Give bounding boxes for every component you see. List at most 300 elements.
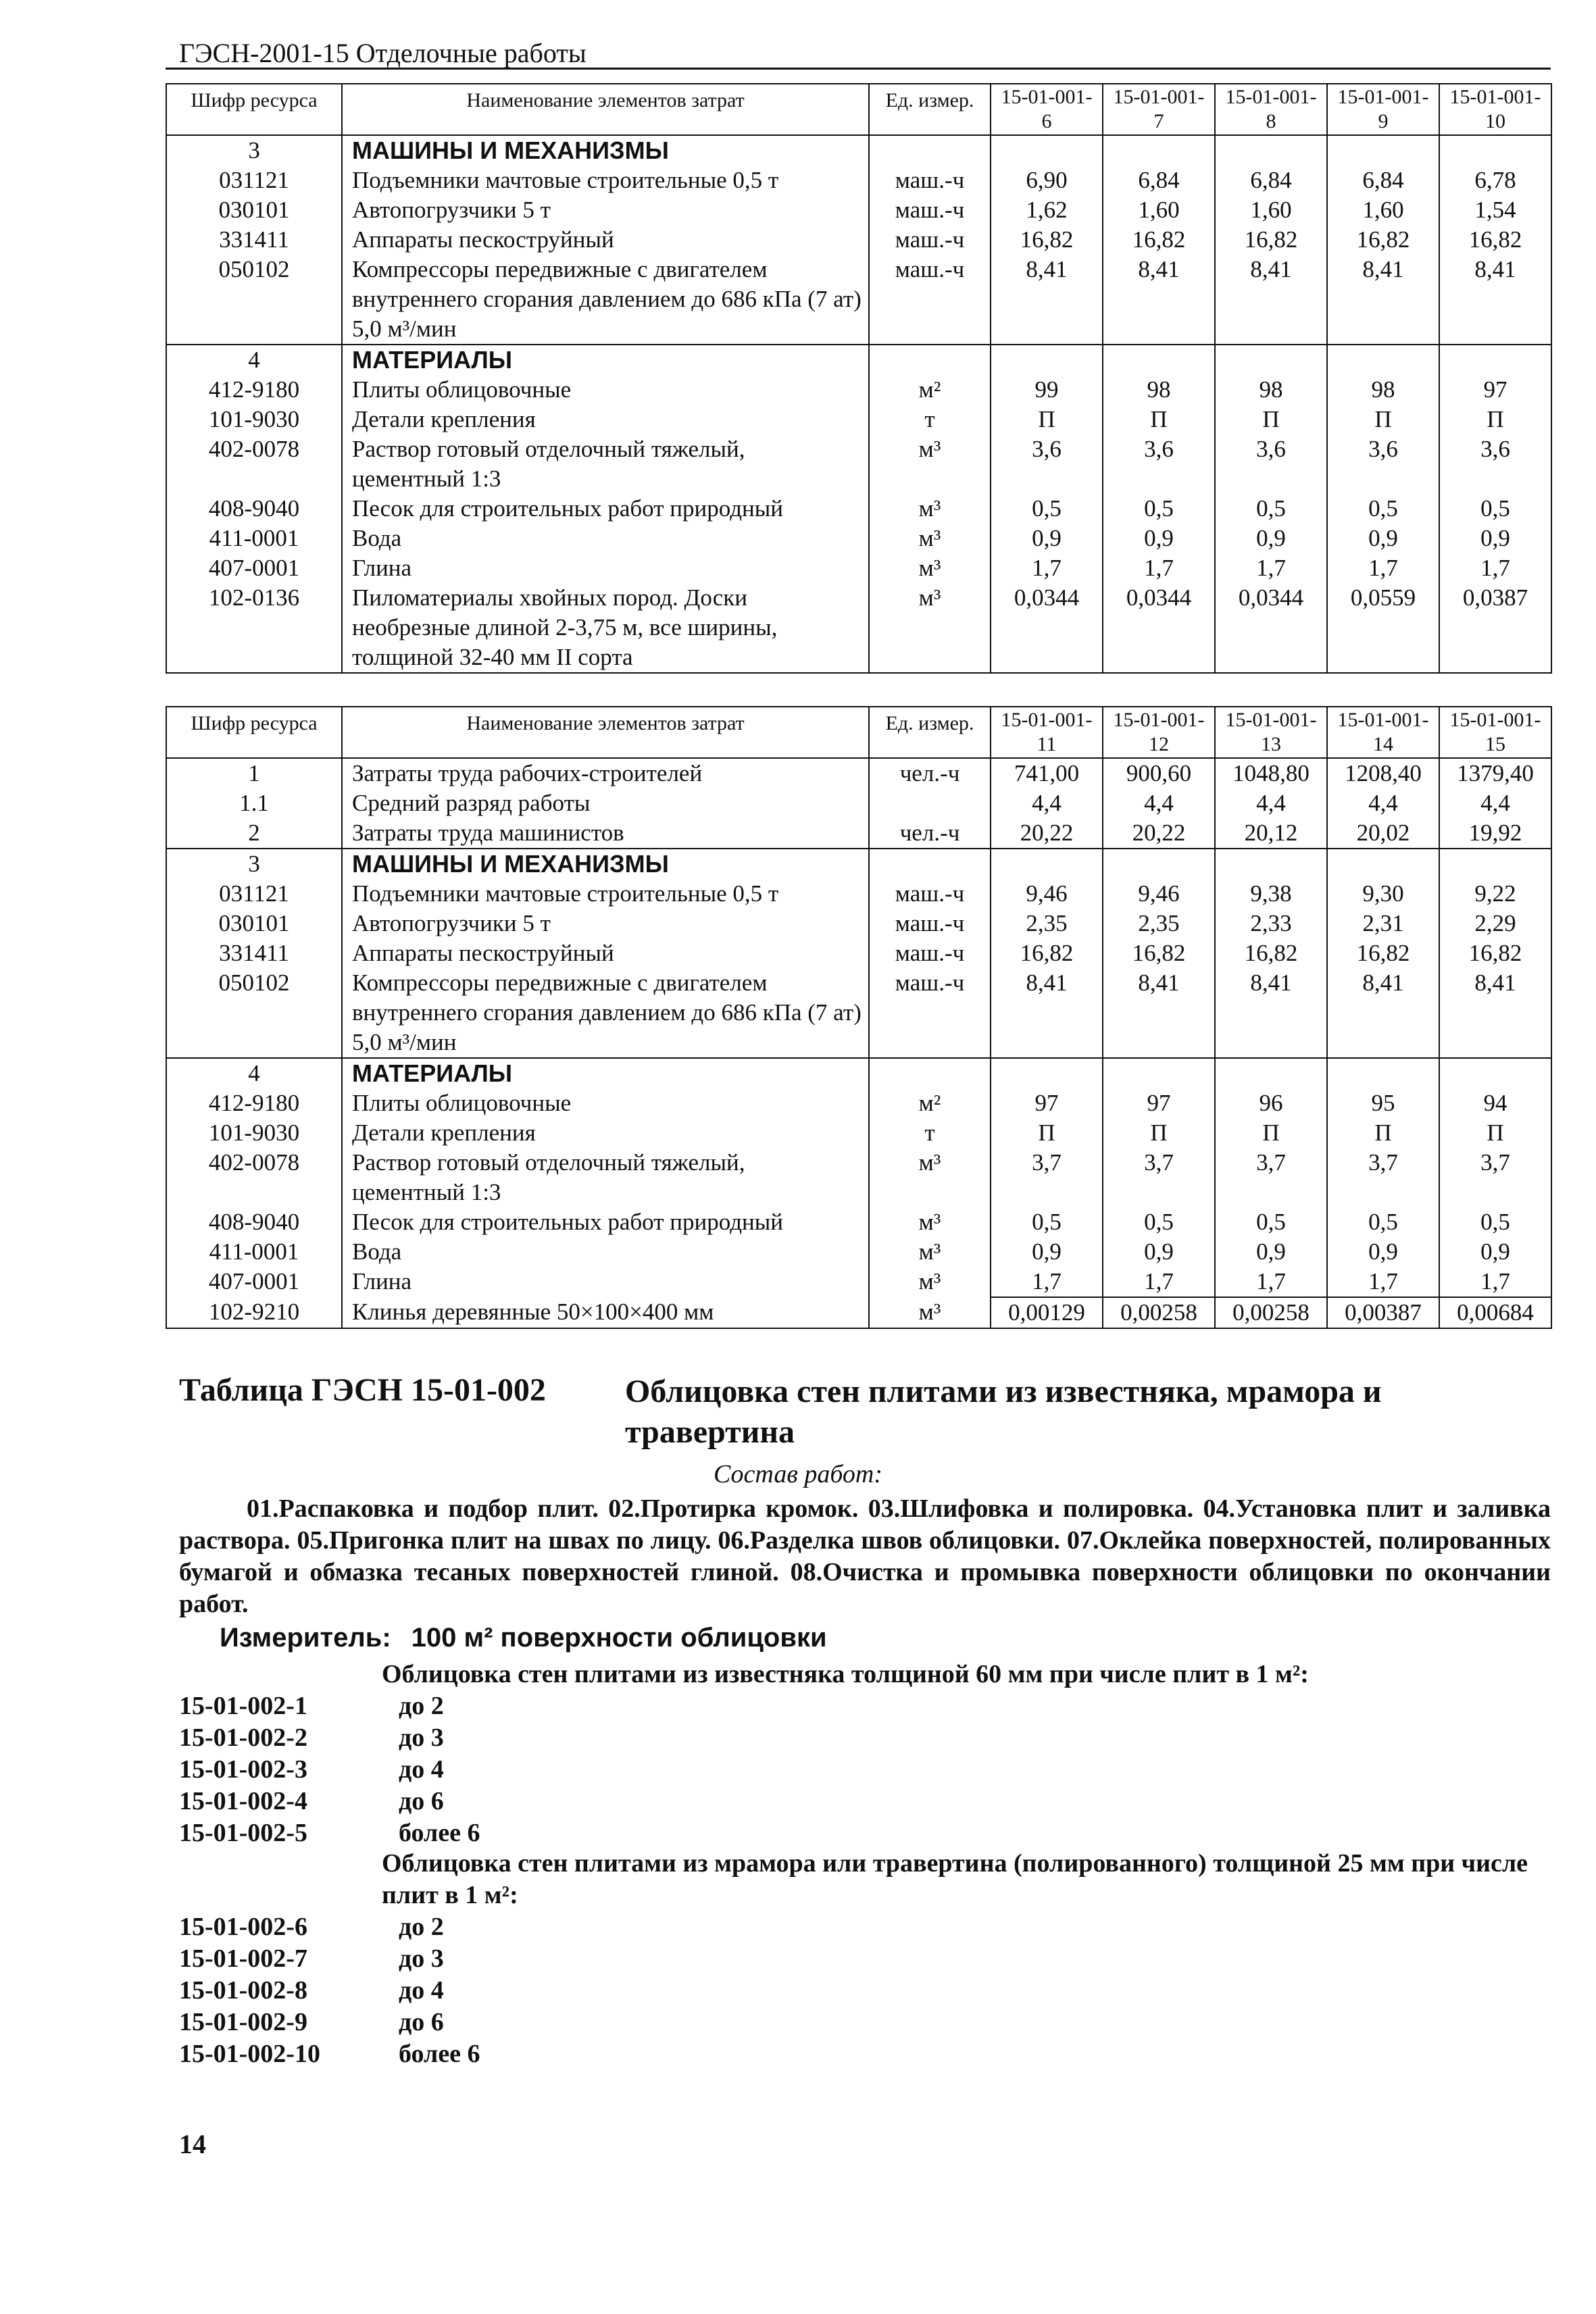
resource-value: 2,35 (1103, 909, 1215, 938)
measurer (220, 1623, 827, 1653)
resource-value: 98 (1327, 375, 1439, 405)
resource-value: 8,41 (991, 255, 1103, 345)
resource-value: 0,00129 (991, 1297, 1103, 1328)
header-rate-code: 15-01-001-10 (1439, 84, 1551, 135)
resource-unit: маш.-ч (869, 968, 991, 1058)
rate-code: 15-01-002-6 (179, 1913, 307, 1941)
resource-code: 101-9030 (166, 405, 342, 434)
resource-value: 6,84 (1327, 166, 1439, 195)
section-row (166, 135, 1551, 166)
resource-unit: м³ (869, 1148, 991, 1207)
resource-name: Раствор готовый отделочный тяжелый, цементный 1:3 (342, 1148, 869, 1207)
resource-name: Песок для строительных работ природный (342, 1207, 869, 1237)
resource-unit: маш.-ч (869, 195, 991, 225)
resource-value: 96 (1215, 1088, 1327, 1118)
norms-table-1 (166, 83, 1552, 674)
resource-value: 1379,40 (1439, 758, 1551, 788)
resource-value: 16,82 (1327, 938, 1439, 968)
resource-value: 16,82 (1215, 225, 1327, 255)
empty-cell (1439, 135, 1551, 166)
resource-value: 16,82 (1327, 225, 1439, 255)
resource-code: 412-9180 (166, 375, 342, 405)
resource-value: 0,9 (1215, 1237, 1327, 1267)
resource-unit: маш.-ч (869, 166, 991, 195)
rate-label: до 3 (399, 1724, 444, 1752)
resource-value: 3,7 (1327, 1148, 1439, 1207)
resource-unit: м³ (869, 1267, 991, 1297)
table-row (166, 758, 1551, 788)
resource-code: 408-9040 (166, 1207, 342, 1237)
measurer-value: 100 м² поверхности облицовки (411, 1623, 827, 1653)
empty-cell (1103, 1058, 1215, 1088)
resource-unit: м³ (869, 524, 991, 553)
table-row (166, 195, 1551, 225)
resource-value: 3,7 (1103, 1148, 1215, 1207)
rate-row (179, 1690, 444, 1722)
resource-name: Аппараты пескоструйный (342, 938, 869, 968)
resource-value: 0,00258 (1215, 1297, 1327, 1328)
resource-unit: м³ (869, 553, 991, 583)
resource-value: 1,54 (1439, 195, 1551, 225)
empty-cell (869, 1058, 991, 1088)
table-row (166, 818, 1551, 849)
empty-cell (1327, 1058, 1439, 1088)
header-unit: Ед. измер. (869, 84, 991, 135)
resource-value: 0,0344 (1215, 583, 1327, 673)
resource-value: 3,6 (991, 434, 1103, 494)
rate-code: 15-01-002-2 (179, 1724, 307, 1752)
resource-code: 402-0078 (166, 1148, 342, 1207)
rate-label: до 6 (399, 1787, 444, 1815)
resource-value: 0,9 (1327, 524, 1439, 553)
resource-value: П (1327, 405, 1439, 434)
rate-row (179, 1786, 444, 1817)
resource-name: Песок для строительных работ природный (342, 494, 869, 524)
empty-cell (1439, 345, 1551, 375)
empty-cell (1103, 849, 1215, 879)
resource-unit: маш.-ч (869, 938, 991, 968)
resource-code: 102-0136 (166, 583, 342, 673)
resource-value: П (1439, 405, 1551, 434)
resource-value: 0,00387 (1327, 1297, 1439, 1328)
resource-value: 0,0387 (1439, 583, 1551, 673)
resource-value: 3,6 (1439, 434, 1551, 494)
resource-value: П (1327, 1118, 1439, 1148)
resource-name: Подъемники мачтовые строительные 0,5 т (342, 166, 869, 195)
resource-code: 412-9180 (166, 1088, 342, 1118)
resource-value: 8,41 (1327, 255, 1439, 345)
resource-code: 050102 (166, 255, 342, 345)
empty-cell (1215, 345, 1327, 375)
rate-row (179, 1911, 444, 1943)
rate-label: более 6 (399, 2040, 480, 2068)
resource-value: 3,7 (991, 1148, 1103, 1207)
rate-code: 15-01-002-1 (179, 1692, 307, 1720)
resource-value: 1,7 (1327, 1267, 1439, 1297)
resource-code: 407-0001 (166, 1267, 342, 1297)
rate-row (179, 2038, 480, 2070)
resource-value: 97 (1439, 375, 1551, 405)
section-code: 4 (166, 1058, 342, 1088)
group-title-marble: Облицовка стен плитами из мрамора или травертина (полированного) толщиной 25 мм при числе плит в 1 м²: (382, 1849, 1528, 1909)
running-head: ГЭСН-2001-15 Отделочные работы (179, 38, 587, 68)
resource-unit: м² (869, 1088, 991, 1118)
table-row (166, 1207, 1551, 1237)
resource-value: 8,41 (1215, 968, 1327, 1058)
rate-row (179, 2007, 444, 2038)
resource-name: Автопогрузчики 5 т (342, 909, 869, 938)
table-row (166, 879, 1551, 909)
resource-name: Средний разряд работы (342, 788, 869, 818)
resource-value: 0,5 (1215, 494, 1327, 524)
resource-value: 99 (991, 375, 1103, 405)
table-row (166, 909, 1551, 938)
resource-code: 411-0001 (166, 524, 342, 553)
resource-name: Плиты облицовочные (342, 1088, 869, 1118)
resource-value: П (1215, 1118, 1327, 1148)
resource-value: 20,22 (1103, 818, 1215, 849)
resource-value: 4,4 (991, 788, 1103, 818)
table-row (166, 225, 1551, 255)
resource-value: 6,84 (1215, 166, 1327, 195)
resource-name: Затраты труда рабочих-строителей (342, 758, 869, 788)
resource-value: П (1439, 1118, 1551, 1148)
rate-code: 15-01-002-9 (179, 2008, 307, 2036)
resource-code: 411-0001 (166, 1237, 342, 1267)
empty-cell (1215, 135, 1327, 166)
resource-value: 0,0559 (1327, 583, 1439, 673)
table-row (166, 1118, 1551, 1148)
header-name: Наименование элементов затрат (342, 707, 869, 758)
resource-value: 1,7 (1327, 553, 1439, 583)
header-rate-code: 15-01-001-11 (991, 707, 1103, 758)
resource-value: П (991, 1118, 1103, 1148)
table-row (166, 166, 1551, 195)
page-number: 14 (179, 2129, 206, 2159)
resource-value: 20,02 (1327, 818, 1439, 849)
empty-cell (1439, 1058, 1551, 1088)
rate-code: 15-01-002-8 (179, 1976, 307, 2005)
resource-name: Плиты облицовочные (342, 375, 869, 405)
table-row (166, 494, 1551, 524)
resource-value: 0,5 (1103, 1207, 1215, 1237)
resource-value: 95 (1327, 1088, 1439, 1118)
section-code: 3 (166, 135, 342, 166)
resource-code: 407-0001 (166, 553, 342, 583)
resource-value: 8,41 (1215, 255, 1327, 345)
resource-name: Вода (342, 524, 869, 553)
resource-value: 2,31 (1327, 909, 1439, 938)
empty-cell (991, 849, 1103, 879)
resource-unit: м³ (869, 1237, 991, 1267)
resource-value: 8,41 (1327, 968, 1439, 1058)
resource-value: 0,9 (1103, 524, 1215, 553)
header-code: Шифр ресурса (166, 707, 342, 758)
resource-value: 2,33 (1215, 909, 1327, 938)
empty-cell (1327, 849, 1439, 879)
resource-value: 0,5 (1215, 1207, 1327, 1237)
resource-value: 8,41 (1103, 255, 1215, 345)
table-row (166, 1267, 1551, 1297)
resource-value: 0,9 (1327, 1237, 1439, 1267)
resource-value: 0,5 (1327, 494, 1439, 524)
section-title: МАШИНЫ И МЕХАНИЗМЫ (342, 135, 869, 166)
table-row (166, 375, 1551, 405)
resource-value: 8,41 (991, 968, 1103, 1058)
resource-unit (869, 788, 991, 818)
resource-value: 1048,80 (1215, 758, 1327, 788)
resource-code: 031121 (166, 166, 342, 195)
resource-unit: т (869, 1118, 991, 1148)
empty-cell (1327, 345, 1439, 375)
rate-code: 15-01-002-5 (179, 1819, 307, 1847)
table-row (166, 1297, 1551, 1328)
empty-cell (1215, 1058, 1327, 1088)
resource-value: 1,60 (1215, 195, 1327, 225)
table-row (166, 255, 1551, 345)
header-rate-code: 15-01-001-12 (1103, 707, 1215, 758)
resource-value: 1,60 (1327, 195, 1439, 225)
resource-value: 3,6 (1215, 434, 1327, 494)
resource-value: 1,7 (1439, 553, 1551, 583)
resource-unit: маш.-ч (869, 255, 991, 345)
header-rule (166, 68, 1551, 70)
resource-name: Детали крепления (342, 1118, 869, 1148)
resource-value: 0,9 (991, 524, 1103, 553)
resource-value: 9,38 (1215, 879, 1327, 909)
header-code: Шифр ресурса (166, 84, 342, 135)
resource-value: П (1103, 1118, 1215, 1148)
resource-unit: м³ (869, 1207, 991, 1237)
resource-code: 030101 (166, 195, 342, 225)
resource-code: 102-9210 (166, 1297, 342, 1328)
header-rate-code: 15-01-001-13 (1215, 707, 1327, 758)
empty-cell (991, 135, 1103, 166)
resource-value: 98 (1103, 375, 1215, 405)
table-header-row (166, 707, 1551, 758)
resource-value: 0,9 (1103, 1237, 1215, 1267)
resource-value: 0,5 (991, 1207, 1103, 1237)
section-row (166, 345, 1551, 375)
empty-cell (869, 345, 991, 375)
rate-row (179, 1722, 444, 1754)
resource-name: Детали крепления (342, 405, 869, 434)
rate-code: 15-01-002-10 (179, 2040, 320, 2068)
section-code: 3 (166, 849, 342, 879)
resource-value: 16,82 (1103, 225, 1215, 255)
resource-name: Подъемники мачтовые строительные 0,5 т (342, 879, 869, 909)
resource-code: 050102 (166, 968, 342, 1058)
resource-value: 9,30 (1327, 879, 1439, 909)
rate-label: до 6 (399, 2008, 444, 2036)
resource-unit: маш.-ч (869, 909, 991, 938)
resource-value: 3,7 (1215, 1148, 1327, 1207)
resource-value: 16,82 (1103, 938, 1215, 968)
resource-value: 98 (1215, 375, 1327, 405)
resource-value: 4,4 (1327, 788, 1439, 818)
header-rate-code: 15-01-001-6 (991, 84, 1103, 135)
resource-code: 2 (166, 818, 342, 849)
rate-label: до 4 (399, 1976, 444, 2005)
rate-code: 15-01-002-7 (179, 1944, 307, 1973)
section-title: МАТЕРИАЛЫ (342, 345, 869, 375)
resource-unit: чел.-ч (869, 818, 991, 849)
resource-value: П (1215, 405, 1327, 434)
table-caption: Таблица ГЭСН 15-01-002 (179, 1372, 546, 1408)
resource-value: 4,4 (1215, 788, 1327, 818)
resource-value: 9,46 (991, 879, 1103, 909)
resource-value: 0,5 (1327, 1207, 1439, 1237)
rate-row (179, 1817, 480, 1849)
table-header-row (166, 84, 1551, 135)
rate-label: до 2 (399, 1692, 444, 1720)
resource-unit: т (869, 405, 991, 434)
resource-unit: маш.-ч (869, 879, 991, 909)
resource-value: 16,82 (1439, 938, 1551, 968)
composition-heading: Состав работ: (713, 1460, 883, 1488)
resource-name: Компрессоры передвижные с двигателем внутреннего сгорания давлением до 686 кПа (7 ат) 5,0 м³/мин (342, 255, 869, 345)
table-row (166, 1148, 1551, 1207)
resource-name: Аппараты пескоструйный (342, 225, 869, 255)
measurer-label: Измеритель: (220, 1623, 391, 1653)
resource-value: 94 (1439, 1088, 1551, 1118)
resource-value: 0,5 (1439, 494, 1551, 524)
resource-value: 1,7 (991, 553, 1103, 583)
header-rate-code: 15-01-001-9 (1327, 84, 1439, 135)
resource-value: 900,60 (1103, 758, 1215, 788)
resource-code: 331411 (166, 938, 342, 968)
resource-value: 19,92 (1439, 818, 1551, 849)
rate-row (179, 1943, 444, 1975)
resource-value: 3,7 (1439, 1148, 1551, 1207)
resource-unit: м³ (869, 434, 991, 494)
table-row (166, 788, 1551, 818)
resource-value: 6,78 (1439, 166, 1551, 195)
resource-value: 8,41 (1439, 255, 1551, 345)
resource-value: 4,4 (1439, 788, 1551, 818)
resource-value: 8,41 (1103, 968, 1215, 1058)
resource-value: 0,00258 (1103, 1297, 1215, 1328)
resource-value: 0,9 (1439, 524, 1551, 553)
resource-value: 6,84 (1103, 166, 1215, 195)
resource-value: 9,46 (1103, 879, 1215, 909)
resource-name: Пиломатериалы хвойных пород. Доски необрезные длиной 2-3,75 м, все ширины, толщиной 32-40 мм II сорта (342, 583, 869, 673)
header-rate-code: 15-01-001-14 (1327, 707, 1439, 758)
group-title-limestone: Облицовка стен плитами из известняка толщиной 60 мм при числе плит в 1 м²: (382, 1660, 1309, 1688)
resource-value: 97 (1103, 1088, 1215, 1118)
resource-value: 2,35 (991, 909, 1103, 938)
resource-name: Глина (342, 553, 869, 583)
resource-value: 0,9 (1439, 1237, 1551, 1267)
table-row (166, 938, 1551, 968)
table-title: Облицовка стен плитами из известняка, мрамора и травертина (625, 1374, 1382, 1450)
resource-code: 031121 (166, 879, 342, 909)
resource-name: Автопогрузчики 5 т (342, 195, 869, 225)
resource-name: Затраты труда машинистов (342, 818, 869, 849)
resource-code: 030101 (166, 909, 342, 938)
composition-text: 01.Распаковка и подбор плит. 02.Протирка кромок. 03.Шлифовка и полировка. 04.Установка плит и заливка раствора. 05.Пригонка плит на швах по лицу. 06.Разделка швов облицовки. 07.Оклейка поверхностей, полированных бумагой и обмазка тесаных поверхностей глиной. 08.Очистка и промывка поверхности облицовки по окончании работ. (179, 1494, 1551, 1618)
resource-unit: м² (869, 375, 991, 405)
resource-name: Клинья деревянные 50×100×400 мм (342, 1297, 869, 1328)
section-code: 4 (166, 345, 342, 375)
resource-value: 4,4 (1103, 788, 1215, 818)
empty-cell (869, 849, 991, 879)
resource-unit: м³ (869, 1297, 991, 1328)
empty-cell (869, 135, 991, 166)
empty-cell (1439, 849, 1551, 879)
resource-name: Раствор готовый отделочный тяжелый, цементный 1:3 (342, 434, 869, 494)
resource-value: 1,7 (1215, 1267, 1327, 1297)
resource-value: 1,7 (1103, 553, 1215, 583)
table-row (166, 1088, 1551, 1118)
resource-value: 0,00684 (1439, 1297, 1551, 1328)
header-rate-code: 15-01-001-7 (1103, 84, 1215, 135)
rate-label: до 4 (399, 1755, 444, 1784)
resource-value: 3,6 (1103, 434, 1215, 494)
resource-value: 16,82 (1215, 938, 1327, 968)
rate-code: 15-01-002-3 (179, 1755, 307, 1784)
section-title: МАШИНЫ И МЕХАНИЗМЫ (342, 849, 869, 879)
norms-table-2 (166, 706, 1552, 1329)
table-row (166, 434, 1551, 494)
resource-value: 1,7 (991, 1267, 1103, 1297)
header-name: Наименование элементов затрат (342, 84, 869, 135)
table-row (166, 583, 1551, 673)
table-row (166, 405, 1551, 434)
rate-row (179, 1754, 444, 1786)
resource-code: 101-9030 (166, 1118, 342, 1148)
resource-name: Глина (342, 1267, 869, 1297)
table-row (166, 1237, 1551, 1267)
rate-code: 15-01-002-4 (179, 1787, 307, 1815)
resource-value: 16,82 (1439, 225, 1551, 255)
resource-unit: маш.-ч (869, 225, 991, 255)
empty-cell (991, 1058, 1103, 1088)
rate-label: более 6 (399, 1819, 480, 1847)
rate-row (179, 1975, 444, 2007)
section-row (166, 1058, 1551, 1088)
resource-value: 2,29 (1439, 909, 1551, 938)
rate-label: до 2 (399, 1913, 444, 1941)
resource-value: 20,22 (991, 818, 1103, 849)
resource-unit: м³ (869, 583, 991, 673)
resource-value: 1208,40 (1327, 758, 1439, 788)
empty-cell (1103, 135, 1215, 166)
header-rate-code: 15-01-001-15 (1439, 707, 1551, 758)
resource-code: 1.1 (166, 788, 342, 818)
resource-value: 0,5 (991, 494, 1103, 524)
resource-value: 16,82 (991, 225, 1103, 255)
resource-value: 1,7 (1439, 1267, 1551, 1297)
resource-value: 1,7 (1103, 1267, 1215, 1297)
resource-value: 1,62 (991, 195, 1103, 225)
resource-value: 741,00 (991, 758, 1103, 788)
resource-unit: м³ (869, 494, 991, 524)
resource-code: 402-0078 (166, 434, 342, 494)
resource-value: 97 (991, 1088, 1103, 1118)
resource-value: 1,60 (1103, 195, 1215, 225)
resource-value: 0,9 (1215, 524, 1327, 553)
resource-value: П (991, 405, 1103, 434)
resource-value: П (1103, 405, 1215, 434)
header-unit: Ед. измер. (869, 707, 991, 758)
resource-value: 16,82 (991, 938, 1103, 968)
table-row (166, 553, 1551, 583)
resource-value: 8,41 (1439, 968, 1551, 1058)
empty-cell (1103, 345, 1215, 375)
section-row (166, 849, 1551, 879)
table-row (166, 524, 1551, 553)
